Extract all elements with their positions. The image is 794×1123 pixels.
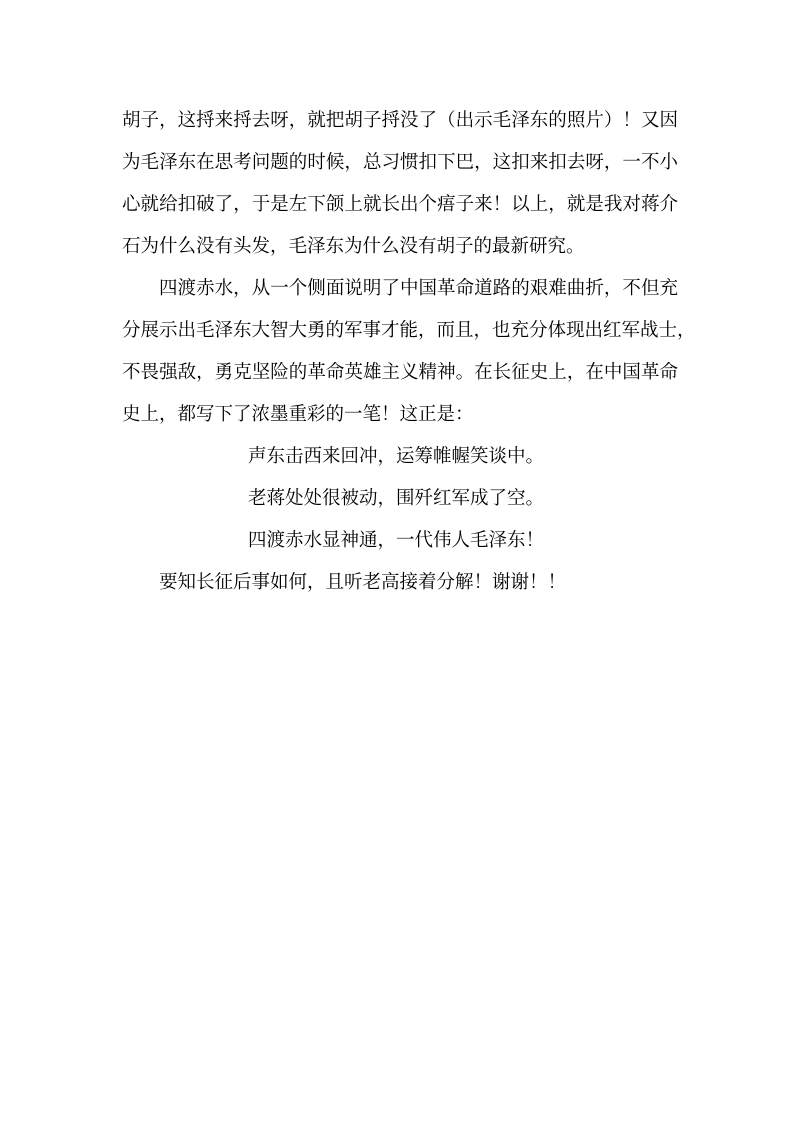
poem-line: 声东击西来回冲，运筹帷幄笑谈中。 xyxy=(248,446,545,467)
document-body xyxy=(122,100,696,604)
poem-line: 老蒋处处很被动，围歼红军成了空。 xyxy=(248,488,545,509)
paragraph-line: 胡子，这捋来捋去呀，就把胡子捋没了（出示毛泽东的照片）！又因 xyxy=(122,110,678,131)
paragraph-line: 史上，都写下了浓墨重彩的一笔！这正是： xyxy=(122,404,474,425)
paragraph-line: 分展示出毛泽东大智大勇的军事才能，而且，也充分体现出红军战士， xyxy=(122,320,696,341)
paragraph-line: 为毛泽东在思考问题的时候，总习惯扣下巴，这扣来扣去呀，一不小 xyxy=(122,152,678,173)
paragraph-line: 心就给扣破了，于是左下颌上就长出个痦子来！以上，就是我对蒋介 xyxy=(122,194,678,215)
paragraph-first-line: 四渡赤水，从一个侧面说明了中国革命道路的艰难曲折，不但充 xyxy=(159,278,678,299)
paragraph-line: 不畏强敌，勇克坚险的革命英雄主义精神。在长征史上，在中国革命 xyxy=(122,362,678,383)
poem-line: 四渡赤水显神通，一代伟人毛泽东！ xyxy=(248,530,545,551)
paragraph-line: 石为什么没有头发，毛泽东为什么没有胡子的最新研究。 xyxy=(122,236,585,257)
closing-line: 要知长征后事如何，且听老高接着分解！谢谢！！ xyxy=(159,572,567,593)
